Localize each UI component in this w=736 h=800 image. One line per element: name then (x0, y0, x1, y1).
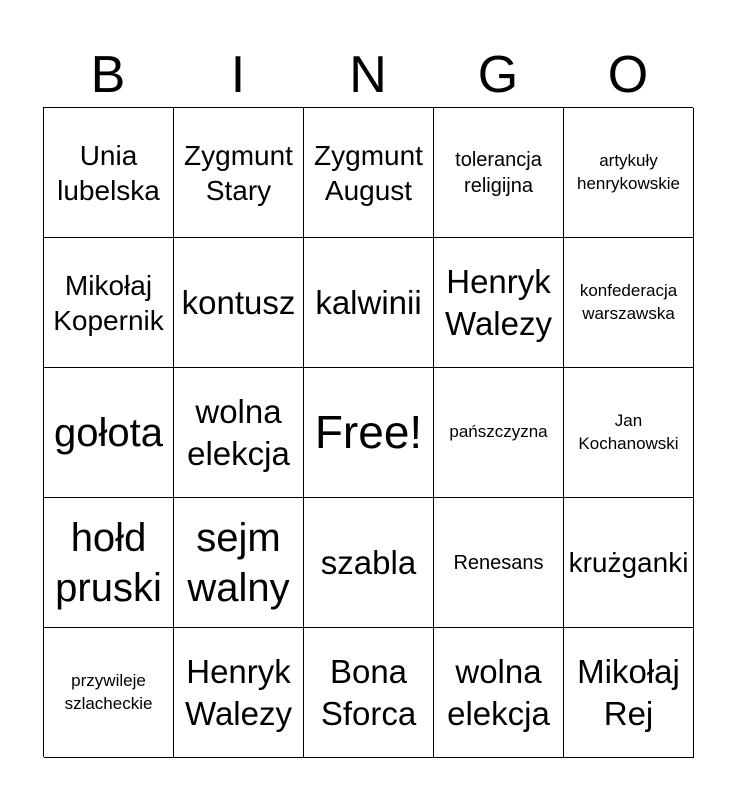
cell-label: wolna elekcja (187, 393, 290, 472)
cell-label: Henryk Walezy (445, 263, 552, 342)
bingo-cell[interactable] (434, 368, 564, 498)
bingo-cell[interactable] (44, 368, 174, 498)
cell-label: pańszczyzna (449, 422, 548, 442)
bingo-cell[interactable] (174, 498, 304, 628)
cell-label: krużganki (568, 547, 689, 578)
bingo-board (43, 107, 693, 757)
cell-label: Renesans (453, 551, 544, 574)
bingo-cell[interactable] (564, 498, 694, 628)
header-letter-n: N (349, 46, 387, 104)
bingo-cell[interactable] (434, 238, 564, 368)
cell-label: Bona Sforca (320, 653, 417, 732)
cell-label: artykuły henrykowskie (577, 150, 680, 193)
bingo-cell[interactable] (564, 238, 694, 368)
header-letter-b: B (90, 46, 126, 104)
cell-label: gołota (54, 410, 163, 455)
bingo-cell[interactable] (174, 108, 304, 238)
bingo-cell[interactable] (304, 498, 434, 628)
bingo-cell[interactable] (564, 108, 694, 238)
cell-label: kalwinii (315, 283, 422, 321)
bingo-cell[interactable] (174, 628, 304, 758)
cell-label: kontusz (181, 283, 296, 321)
bingo-cell[interactable] (564, 368, 694, 498)
cell-label: Jan Kochanowski (578, 410, 679, 453)
cell-label: sejm walny (187, 515, 290, 610)
cell-label: tolerancja religijna (455, 148, 542, 197)
cell-label: Mikołaj Kopernik (53, 269, 164, 336)
bingo-cell[interactable] (44, 498, 174, 628)
cell-label: Mikołaj Rej (577, 653, 680, 732)
free-space-label: Free! (314, 405, 423, 458)
cell-label: hołd pruski (55, 515, 162, 610)
header-letter-o: O (607, 46, 649, 104)
header-letter-g: G (477, 46, 519, 104)
cell-label: Zygmunt August (314, 139, 423, 206)
header-letter-i: I (230, 46, 246, 104)
bingo-cell[interactable] (434, 628, 564, 758)
cell-label: konfederacja warszawska (579, 280, 678, 323)
cell-label: Unia lubelska (57, 139, 160, 206)
bingo-cell[interactable] (434, 108, 564, 238)
cell-label: przywileje szlacheckie (64, 670, 153, 713)
free-space-cell[interactable] (304, 368, 434, 498)
cell-label: Zygmunt Stary (184, 139, 293, 206)
cell-label: wolna elekcja (447, 653, 550, 732)
cell-label: Henryk Walezy (185, 653, 292, 732)
bingo-cell[interactable] (434, 498, 564, 628)
cell-label: szabla (320, 543, 417, 581)
bingo-cell[interactable] (564, 628, 694, 758)
bingo-header (43, 42, 693, 108)
bingo-cell[interactable] (44, 238, 174, 368)
bingo-cell[interactable] (44, 108, 174, 238)
bingo-cell[interactable] (304, 238, 434, 368)
bingo-cell[interactable] (304, 108, 434, 238)
bingo-cell[interactable] (44, 628, 174, 758)
bingo-cell[interactable] (174, 368, 304, 498)
bingo-cell[interactable] (174, 238, 304, 368)
bingo-cell[interactable] (304, 628, 434, 758)
